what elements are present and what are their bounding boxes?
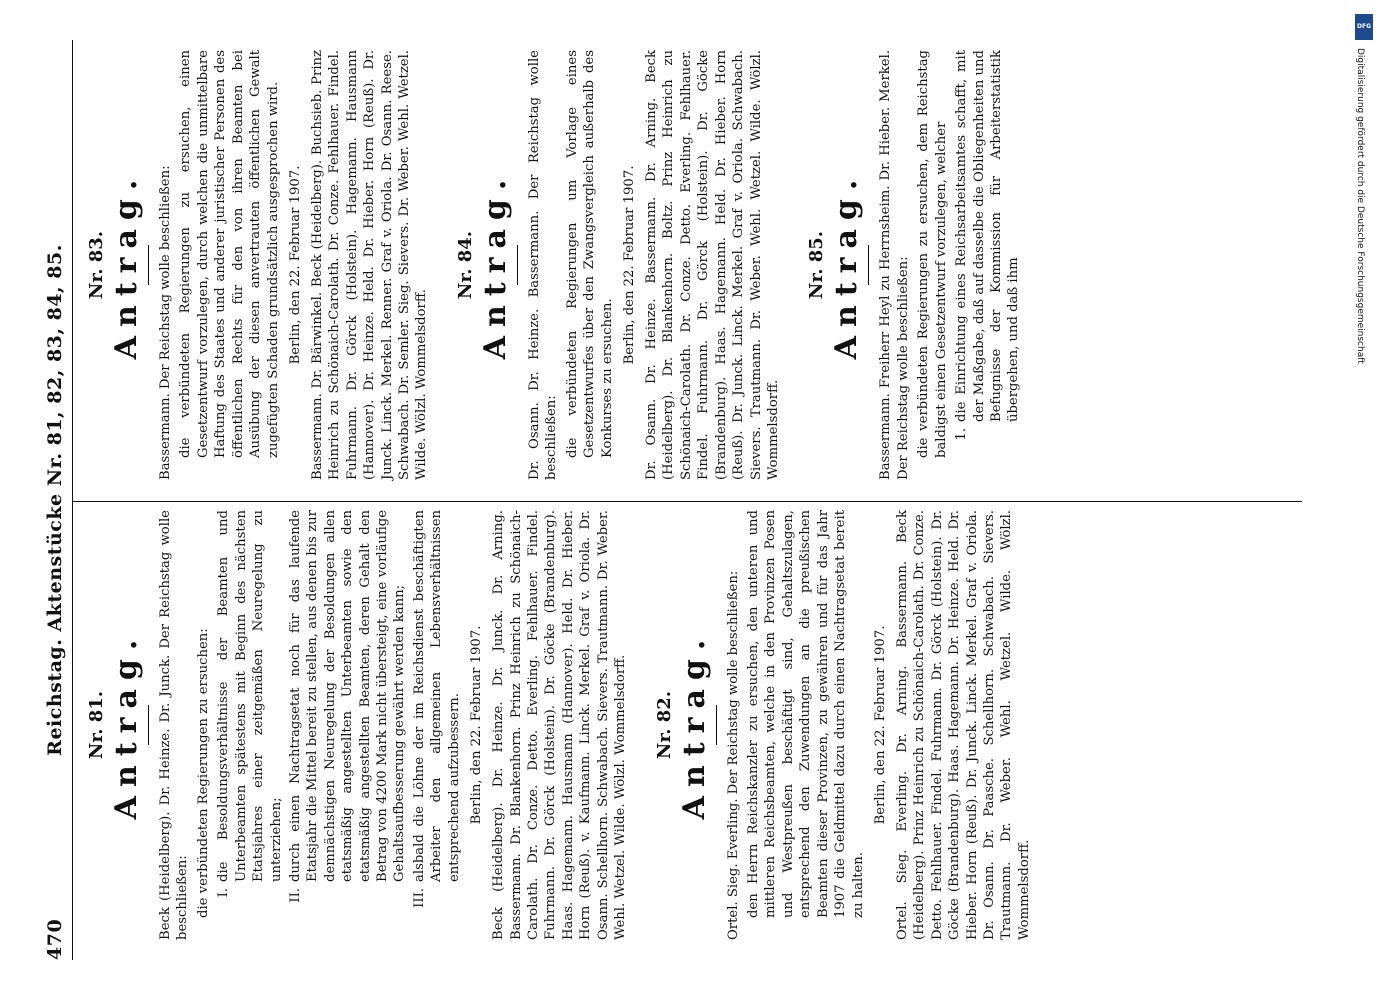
item-number: III. [411, 888, 427, 908]
title-rule [148, 705, 149, 745]
antrag-body: den Herrn Reichskanzler zu ersuchen, den unteren und mittleren Reichsbeamten, welche in den Provinzen Posen und Westpreußen beschäftigt sind, Gehaltszulagen, entsprechend den Zuwendungen an die preußischen Beamten dieser Provinzen, zu gewähren und für das Jahr 1907 die Geldmittel dazu durch einen Nachtragsetat bereit zu halten. [745, 510, 866, 918]
antrag-title: Antrag. [109, 630, 144, 820]
antrag-body: die verbündeten Regierungen um Vorlage eines Gesetzentwurfes über den Zwangsvergleich außerhalb des Konkurses zu ersuchen. [564, 50, 615, 458]
running-title: Reichstag. Aktenstücke Nr. 81, 82, 83, 84, 85. [44, 244, 66, 756]
title-rule [716, 705, 717, 745]
column-divider [72, 501, 1302, 502]
antrag-84 [455, 50, 782, 480]
page-number: 470 [44, 918, 66, 960]
antrag-movers: Bassermann. Der Reichstag wolle beschließen: [158, 165, 173, 480]
antrag-item [411, 510, 463, 918]
antrag-movers: Dr. Osann. Dr. Heinze. Bassermann. Der Reichstag wolle beschließen: [526, 50, 560, 480]
antrag-81 [86, 510, 630, 940]
antrag-item [953, 50, 1023, 458]
antrag-title: Antrag. [109, 170, 144, 360]
page-header [40, 40, 73, 960]
title-rule [868, 245, 869, 285]
digitization-credit [1353, 8, 1377, 768]
antrag-82 [654, 510, 1034, 940]
antrag-83 [86, 50, 431, 480]
antrag-title: Antrag. [829, 170, 865, 360]
antrag-number: Nr. 81. [86, 690, 107, 760]
antrag-lead: die verbündeten Regierungen zu ersuchen: [195, 628, 211, 918]
credit-text: Digitalisierung gefördert durch die Deutsche Forschungsgemeinschaft [1355, 48, 1365, 364]
item-number: I. [216, 888, 232, 898]
item-text: die Einrichtung eines Reichsarbeitsamtes schafft, mit der Maßgabe, daß auf dasselbe die Obliegenheiten und Befugnisse der Kommission für Arbeiterstatistik übergehen, und daß ihm [954, 50, 1022, 422]
title-rule [148, 245, 149, 285]
antrag-title: Antrag. [477, 170, 513, 360]
antrag-number: Nr. 83. [86, 230, 107, 300]
dfg-logo: DFG [1355, 14, 1373, 40]
item-text: alsbald die Löhne der im Reichsdienst beschäftigten Arbeiter den allgemeinen Lebensverhältnissen entsprechend aufzubessern. [411, 510, 462, 882]
right-column [80, 50, 1047, 480]
item-text: die Besoldungsverhältnisse der Beamten und Unterbeamten spätestens mit Beginn des nächsten Etatsjahres einer zeitgemäßen Neuregelung zu unterziehen; [216, 510, 284, 882]
item-number: II. [287, 888, 303, 903]
antrag-lead: die verbündeten Regierungen zu ersuchen, dem Reichstag baldigst einen Gesetzentwurf vorzulegen, welcher [916, 50, 949, 458]
antrag-movers: Ortel. Sieg. Everling. Der Reichstag wolle beschließen: [725, 570, 741, 940]
antrag-signers: Dr. Osann. Dr. Heinze. Bassermann. Dr. Arning. Beck (Heidelberg). Dr. Blankenhorn. Boltz. Prinz Heinrich zu Schönaich-Carolath. Dr. Conze. Detto. Everling. Fehlhauer. Findel. Fuhrmann. Dr. Görck (Holstein). Dr. Göcke (Brandenburg). Haas. Hagemann. Held. Dr. Hieber. Horn (Reuß). Dr. Junck. Linck. Merkel. Graf v. Oriola. Schwabach. Sievers. Trautmann. Dr. Weber. Wehl. Wetzel. Wilde. Wölzl. Wommelsdorff. [644, 50, 781, 480]
item-number: 1. [954, 428, 970, 441]
antrag-item [287, 510, 409, 918]
antrag-movers: Beck (Heidelberg). Dr. Heinze. Dr. Junck. Der Reichstag wolle beschließen: [158, 510, 191, 940]
antrag-title: Antrag. [676, 630, 712, 820]
antrag-signers: Beck (Heidelberg). Dr. Heinze. Dr. Junck. Dr. Arning. Bassermann. Dr. Blankenhorn. Prinz Heinrich zu Schönaich-Carolath. Dr. Conze. Detto. Everling. Fehlhauer. Findel. Fuhrmann. Dr. Görck (Holstein). Dr. Göcke (Brandenburg). Haas. Hagemann. Hausmann (Hannover). Held. Dr. Hieber. Horn (Reuß). v. Kaufmann. Linck. Merkel. Graf v. Oriola. Dr. Osann. Schellhorn. Schwabach. Sievers. Trautmann. Dr. Weber. Wehl. Wetzel. Wilde. Wölzl. Wommelsdorff. [491, 510, 629, 940]
antrag-date: Berlin, den 22. Februar 1907. [872, 625, 888, 825]
title-rule [517, 245, 518, 285]
antrag-date: Berlin, den 22. Februar 1907. [287, 165, 303, 365]
antrag-item [215, 510, 285, 918]
antrag-85 [806, 50, 1022, 480]
antrag-number: Nr. 84. [454, 230, 476, 300]
antrag-body: die verbündeten Regierungen zu ersuchen, einen Gesetzentwurf vorzulegen, durch welchen die unmittelbare Haftung des Staates und anderer juristischer Personen des öffentlichen Rechts für den von ihren Beamten bei Ausübung der diesen anvertrauten öffentlichen Gewalt zugefügten Schaden grundsätzlich ausgesprochen wird. [178, 50, 281, 458]
left-column [80, 510, 1057, 940]
antrag-number: Nr. 85. [806, 230, 828, 300]
antrag-signers: Ortel. Sieg. Everling. Dr. Arning. Bassermann. Beck (Heidelberg). Prinz Heinrich zu Schönaich-Carolath. Dr. Conze. Detto. Fehlhauer. Findel. Fuhrmann. Dr. Görck (Holstein). Dr. Göcke (Brandenburg). Haas. Hagemann. Dr. Heinze. Held. Dr. Hieber. Horn (Reuß). Dr. Junck. Linck. Merkel. Graf v. Oriola. Dr. Osann. Dr. Paasche. Schellhorn. Schwabach. Sievers. Trautmann. Dr. Weber. Wehl. Wetzel. Wilde. Wölzl. Wommelsdorff. [894, 510, 1032, 940]
item-text: durch einen Nachtragsetat noch für das laufende Etatsjahr die Mittel bereit zu stellen, aus denen bis zur demnächstigen Neuregelung der Besoldungen allen etatsmäßig angestellten Unterbeamten sowie den etatsmäßig angestellten Beamten, deren Gehalt den Betrag von 4200 Mark nicht übersteigt, eine vorläufige Gehaltsaufbesserung gewährt werden kann; [287, 510, 408, 882]
antrag-number: Nr. 82. [653, 690, 675, 760]
antrag-date: Berlin, den 22. Februar 1907. [469, 625, 485, 825]
antrag-signers: Bassermann. Dr. Bärwinkel. Beck (Heidelberg). Buchsieb. Prinz Heinrich zu Schönaich-Carolath. Dr. Conze. Fehlhauer. Findel. Fuhrmann. Dr. Görck (Holstein). Hagemann. Hausmann (Hannover). Dr. Heinze. Held. Dr. Hieber. Horn (Reuß). Dr. Junck. Linck. Merkel. Renner. Graf v. Oriola. Dr. Osann. Reese. Schwabach. Dr. Semler. Sieg. Sievers. Dr. Weber. Wehl. Wetzel. Wilde. Wölzl. Wommelsdorff. [309, 50, 430, 480]
antrag-date: Berlin, den 22. Februar 1907. [622, 165, 638, 365]
antrag-movers: Bassermann. Freiherr Heyl zu Herrnsheim. Dr. Hieber. Merkel. Der Reichstag wolle beschließen: [878, 50, 911, 480]
